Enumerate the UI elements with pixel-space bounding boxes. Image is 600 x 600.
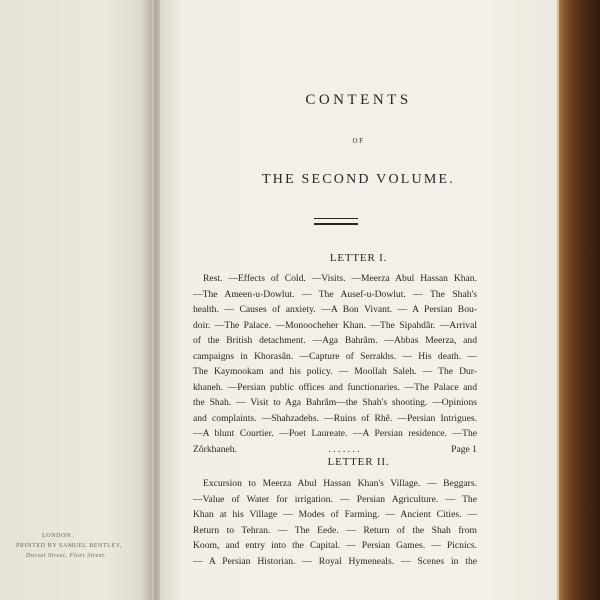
- summary-line: —Value of Water for irrigation. — Persian Agriculture. — The: [193, 493, 477, 505]
- summary-line: Khan at his Village — Modes of Farming. — Ancient Cities. —: [193, 509, 477, 520]
- letter-summary: [193, 476, 477, 569]
- summary-line: Excursion to Meerza Abul Hassan Khan's Village. — Beggars.: [203, 478, 477, 489]
- summary-line: — A Persian Historian. — Royal Hymeneals. — Scenes in the: [193, 555, 477, 567]
- summary-line: Return to Tehran. — The Eede. — Return of the Shah from: [193, 524, 477, 536]
- letter-heading: LETTER I.: [329, 252, 388, 264]
- left-page: [0, 0, 152, 600]
- book-cover-edge: [557, 0, 600, 600]
- summary-line: of the British detachment. —Aga Bahrâm. —Abbas Meerza, and: [193, 335, 477, 346]
- volume-title: THE SECOND VOLUME.: [262, 172, 455, 187]
- ornamental-rule: [314, 218, 358, 225]
- summary-line: Koom, and entry into the Capital. — Persian Games. — Picnics.: [193, 540, 477, 551]
- summary-line: health. — Causes of anxiety. —A Bon Vivant. — A Persian Bou-: [193, 304, 477, 315]
- summary-line: campaigns in Khorasân. —Capture of Serrakhs. — His death. —: [193, 350, 477, 362]
- summary-line-end: Zôrkhaneh.: [193, 443, 237, 455]
- imprint-line-3: Dorset Street, Fleet Street.: [26, 553, 107, 559]
- page-edge-highlight: [557, 0, 559, 600]
- summary-line: doir. —The Palace. —Monoocheher Khan. —The Sipahdâr. —Arrival: [193, 319, 477, 331]
- page-reference: Page 1: [451, 443, 477, 455]
- summary-line: The Kaymookam and his policy. — Moollah Saleh. — The Dur-: [193, 366, 477, 377]
- page-title: CONTENTS: [305, 92, 412, 108]
- printer-imprint: [12, 531, 142, 561]
- imprint-line-1: LONDON :: [42, 533, 76, 539]
- summary-last-line: [193, 442, 477, 458]
- imprint-line-2: PRINTED BY SAMUEL BENTLEY,: [16, 543, 123, 549]
- summary-line: —A blunt Courtier. —Poet Laureate. —A Persian residence. —The: [193, 428, 477, 439]
- summary-line: Rest. —Effects of Cold. —Visits. —Meerza Abul Hassan Khan.: [203, 273, 477, 284]
- title-of-line: OF: [352, 137, 365, 145]
- summary-line: and complaints. —Shahzadehs. —Ruins of Rhê. —Persian Intrigues.: [193, 412, 477, 424]
- summary-line: the Shah. — Visit to Aga Bahrâm—the Shah's shooting. —Opinions: [193, 397, 477, 408]
- letter-heading: LETTER II.: [327, 456, 390, 468]
- letter-summary: [193, 271, 477, 457]
- leader-dots: . . . . . . .: [328, 443, 360, 455]
- summary-line: khaneh. —Persian public offices and functionaries. —The Palace and: [193, 381, 477, 393]
- summary-line: —The Ameen-u-Dowlut. — The Ausef-u-Dowlut. — The Shah's: [193, 288, 477, 300]
